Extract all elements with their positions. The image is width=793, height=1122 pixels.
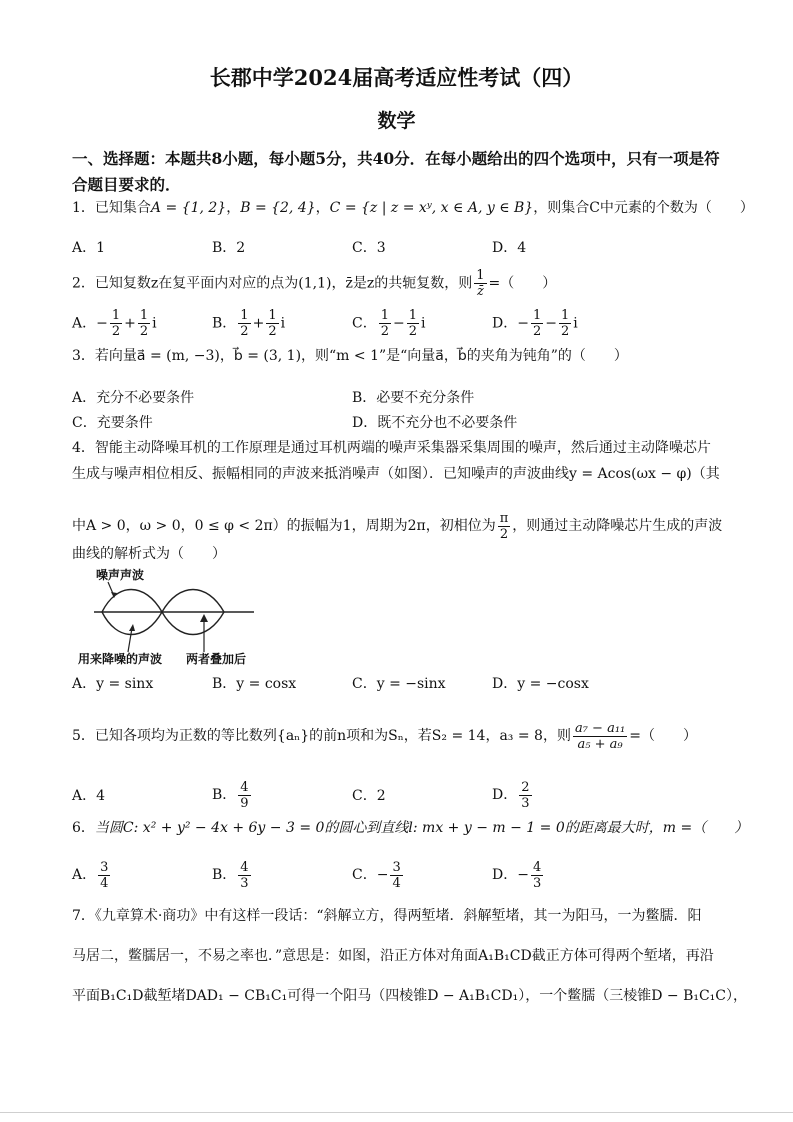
- question-text: 已知集合: [94, 200, 151, 216]
- option-b: [212, 776, 253, 814]
- option-b: B．y = cosx: [212, 676, 297, 692]
- noise-wave-figure: [72, 568, 272, 668]
- operator: +: [252, 315, 265, 332]
- label-superposition: 两者叠加后: [186, 652, 247, 666]
- option-b: [212, 308, 285, 339]
- denominator: 3: [521, 795, 530, 811]
- sign: −: [517, 867, 529, 883]
- denominator: 2: [380, 324, 389, 339]
- label-noise-wave: 噪声声波: [96, 568, 145, 582]
- question-1: [72, 198, 754, 218]
- option-a: A．y = sinx: [72, 676, 154, 692]
- question-6: [72, 818, 748, 838]
- question-text: 当圆C: x² + y² − 4x + 6y − 3 = 0的圆心到直线l: mx + y − m − 1 = 0的距离最大时，m =（ ）: [94, 820, 749, 836]
- question-text: =（ ）: [629, 728, 697, 744]
- numerator: 4: [240, 859, 249, 875]
- option-a: A．1: [72, 240, 106, 256]
- denominator: 4: [100, 875, 109, 891]
- sign: −: [376, 867, 389, 883]
- fraction: [573, 721, 627, 752]
- numerator: 1: [139, 308, 149, 323]
- arrow-head-cancel: [129, 624, 135, 631]
- question-number: 6．: [72, 820, 95, 836]
- option-label: A．: [72, 315, 97, 332]
- denominator: 4: [392, 875, 401, 891]
- question-text: z̄是z的共轭复数，则: [345, 275, 473, 292]
- fraction-denominator: z̄: [476, 284, 484, 299]
- page-bottom-rule: [0, 1112, 793, 1113]
- option-a: A．充分不必要条件: [72, 390, 195, 406]
- option-d: [492, 308, 578, 339]
- question-7-line-3: 平面B₁C₁D截堑堵DAD₁ − CB₁C₁可得一个阳马（四棱锥D − A₁B₁CD₁），一个鳖臑（三棱锥D − B₁C₁C），: [72, 988, 748, 1004]
- question-number: 3．: [72, 348, 95, 364]
- option-label: B．: [212, 315, 237, 332]
- denominator: 2: [139, 324, 149, 339]
- option-a: [72, 856, 112, 894]
- fraction-numerator: π: [499, 510, 509, 526]
- imaginary-unit: i: [573, 315, 578, 332]
- denominator: 9: [240, 795, 249, 811]
- arrow-head-sum: [200, 614, 208, 622]
- option-label: C．: [352, 867, 377, 883]
- fraction: [498, 511, 511, 542]
- numerator: 2: [521, 779, 530, 795]
- imaginary-unit: i: [421, 315, 426, 332]
- numerator: 4: [240, 779, 249, 795]
- fraction: [474, 268, 486, 299]
- numerator: 1: [111, 308, 121, 323]
- set-b: B = {2, 4}: [240, 200, 316, 216]
- option-label: A．: [72, 867, 97, 883]
- option-label: C．: [352, 315, 377, 332]
- question-number: 1．: [72, 200, 95, 216]
- option-label: D．: [492, 315, 518, 332]
- option-value: 4: [96, 788, 106, 804]
- option-a: [72, 786, 105, 806]
- option-label: D．: [492, 787, 518, 803]
- option-c: C．充要条件: [72, 415, 153, 431]
- numerator: 3: [100, 859, 109, 875]
- option-c: C．y = −sinx: [352, 676, 446, 692]
- fraction-numerator: a₇ − a₁₁: [574, 720, 626, 736]
- exam-subject: 数学: [377, 110, 416, 132]
- question-3: [72, 346, 628, 366]
- option-d: [492, 776, 534, 814]
- question-4-line-1: [72, 438, 711, 458]
- numerator: 4: [532, 859, 542, 875]
- option-c: [352, 308, 426, 339]
- operator: +: [124, 315, 136, 332]
- label-cancel-wave: 用来降噪的声波: [78, 652, 163, 666]
- question-4-line-2: 生成与噪声相位相反、振幅相同的声波来抵消噪声（如图）．已知噪声的声波曲线y = Acos(ωx − φ)（其: [72, 466, 720, 482]
- question-text: =（ ）: [488, 275, 557, 292]
- option-c: [352, 786, 386, 806]
- option-label: D．: [492, 867, 518, 883]
- operator: −: [545, 315, 557, 332]
- imaginary-unit: i: [152, 315, 157, 332]
- denominator: 2: [532, 324, 542, 339]
- question-7-line-2: 马居二，鳖臑居一，不易之率也．”意思是：如图，沿正方体对角面A₁B₁CD截正方体可得两个堑堵，再沿: [72, 948, 714, 964]
- pointer-cancel: [128, 628, 132, 652]
- question-5: [72, 718, 697, 754]
- denominator: 2: [268, 324, 277, 339]
- sign: −: [96, 315, 108, 332]
- operator: −: [393, 315, 405, 332]
- question-7-line-1: [72, 906, 702, 926]
- question-text: 《九章算术·商功》中有这样一段话：“斜解立方，得两堑堵．斜解堑堵，其一为阳马，一为鳖臑．阳: [94, 908, 702, 924]
- question-number: 2．: [72, 275, 95, 292]
- question-text: 智能主动降噪耳机的工作原理是通过耳机两端的噪声采集器采集周围的噪声，然后通过主动降噪芯片: [94, 440, 711, 456]
- question-number: 5．: [72, 728, 95, 744]
- set-a: A = {1, 2}: [150, 200, 227, 216]
- numerator: 1: [532, 308, 542, 323]
- option-label: B．: [212, 787, 237, 803]
- option-d: D．y = −cosx: [492, 676, 589, 692]
- question-text: 若向量a⃗ = (m, −3)，b⃗ = (3, 1)，则“m < 1”是“向量a⃗，b⃗的夹角为钝角”的（ ）: [94, 348, 628, 364]
- separator: ，: [315, 200, 330, 216]
- numerator: 1: [380, 308, 389, 323]
- option-d: D．既不充分也不必要条件: [352, 415, 518, 431]
- denominator: 2: [111, 324, 121, 339]
- denominator: 2: [240, 324, 249, 339]
- question-number: 7．: [72, 908, 95, 924]
- option-c: C．3: [352, 240, 386, 256]
- question-text: ，则通过主动降噪芯片生成的声波: [512, 518, 723, 534]
- numerator: 1: [408, 308, 418, 323]
- section-heading: 一、选择题：本题共8小题，每小题5分，共40分．在每小题给出的四个选项中，只有一项是符合题目要求的．: [72, 149, 720, 194]
- question-number: 4．: [72, 440, 95, 456]
- question-4-line-4: 曲线的解析式为（ ）: [72, 546, 226, 562]
- question-4-line-3: [72, 510, 722, 542]
- option-b: [212, 856, 253, 894]
- denominator: 2: [560, 324, 570, 339]
- imaginary-unit: i: [280, 315, 286, 332]
- option-label: B．: [212, 867, 237, 883]
- denominator: 3: [240, 875, 249, 891]
- option-label: A．: [72, 788, 97, 804]
- question-text: 已知复数z在复平面内对应的点为(1,1)，: [94, 275, 346, 292]
- numerator: 1: [560, 308, 570, 323]
- question-text: ，则集合C中元素的个数为（ ）: [533, 200, 754, 216]
- option-d: D．4: [492, 240, 527, 256]
- fraction-numerator: 1: [476, 268, 485, 283]
- fraction-denominator: 2: [499, 526, 509, 542]
- denominator: 3: [532, 875, 542, 891]
- question-2: [72, 268, 556, 299]
- option-b: B．2: [212, 240, 246, 256]
- set-c: C = {z | z = xʸ, x ∈ A, y ∈ B}: [329, 200, 534, 216]
- question-text: 已知各项均为正数的等比数列{aₙ}的前n项和为Sₙ，若S₂ = 14，a₃ = 8，则: [94, 728, 571, 744]
- option-d: [492, 856, 545, 894]
- exam-title: 长郡中学2024届高考适应性考试（四）: [209, 65, 584, 90]
- option-b: B．必要不充分条件: [352, 390, 475, 406]
- question-text: 中A > 0，ω > 0，0 ≤ φ < 2π）的振幅为1，周期为2π，初相位为: [72, 518, 496, 534]
- numerator: 1: [240, 308, 249, 323]
- option-value: 2: [376, 788, 386, 804]
- separator: ，: [226, 200, 241, 216]
- numerator: 3: [392, 859, 401, 875]
- option-a: [72, 308, 157, 339]
- sign: −: [517, 315, 529, 332]
- option-c: [352, 856, 405, 894]
- numerator: 1: [268, 308, 277, 323]
- fraction-denominator: a₅ + a₉: [577, 736, 623, 752]
- denominator: 2: [408, 324, 418, 339]
- option-label: C．: [352, 788, 377, 804]
